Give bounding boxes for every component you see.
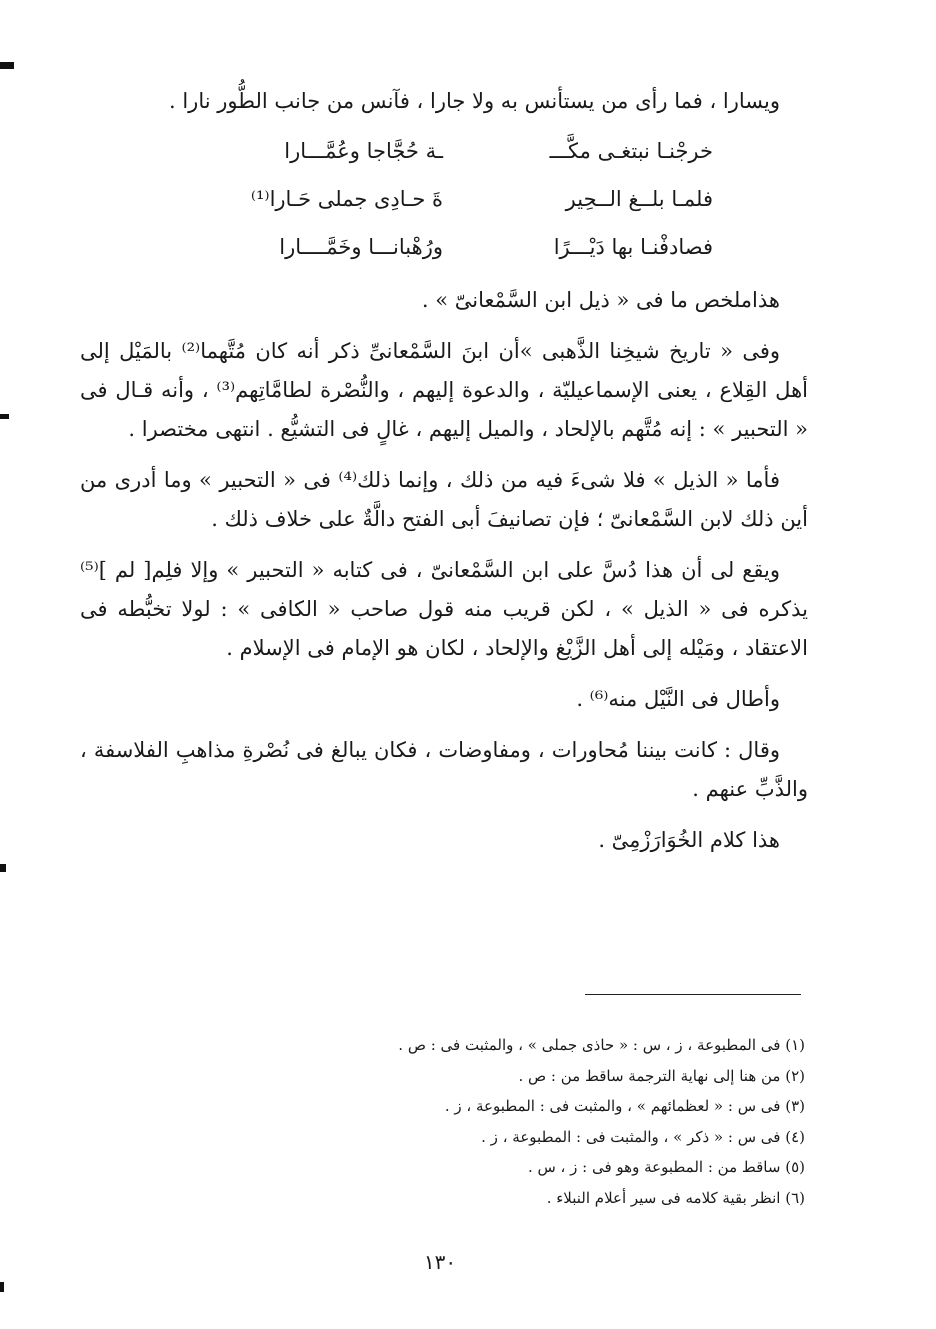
verse-first-hemistich: فلمـا بلــغ الــحِير [565, 186, 713, 211]
poem [80, 127, 808, 271]
paragraph-dhayl: فأما « الذيل » فلا شىءَ فيه من ذلك ، وإنما ذلك⁽⁴⁾ فى « التحبير » وما أدرى من أين ذلك لابن السَّمْعانىّ ؛ فإن تصانيفَ أبى الفتح دالَّةٌ على خلاف ذلك . [80, 468, 808, 531]
binding-mark [0, 864, 6, 872]
verse-second-hemistich: ـة حُجَّاجا وعُمَّـــارا [284, 138, 443, 163]
footnotes [300, 1030, 805, 1213]
footnote: (٦) انظر بقية كلامه فى سير أعلام النبلاء . [546, 1188, 805, 1207]
intro-line: ويسارا ، فما رأى من يستأنس به ولا جارا ، فآنس من جانب الطُّور نارا . [169, 89, 780, 113]
footnote: (١) فى المطبوعة ، ز ، س : « حاذى جملى » ، والمثبت فى : ص . [398, 1036, 805, 1054]
summary-line: هذاملخص ما فى « ذيل ابن السَّمْعانىّ » . [421, 288, 780, 312]
paragraph-qala: وقال : كانت بيننا مُحاورات ، ومفاوضات ، فكان يبالغ فى نُصْرةِ مذاهبِ الفلاسفة ، والذَّبِّ عنهم . [80, 738, 808, 801]
paragraph-atala: وأطال فى النَّيْل منه⁽⁶⁾ . [576, 687, 780, 711]
poem-verse [80, 127, 808, 175]
paragraph-dhahabi: وفى « تاريخ شيخِنا الذَّهبى »أن ابنَ السَّمْعانىِّ ذكر أنه كان مُتَّهما⁽²⁾ بالمَيْل إلى أهل القِلاع ، يعنى الإسماعيليّة ، والدعوة إليهم ، والنُّصْرة لطامَّاتِهم⁽³⁾ ، وأنه قـال فى « التحبير » : إنه مُتَّهم بالإلحاد ، والميل إليهم ، غالٍ فى التشيُّع . انتهى مختصرا . [80, 339, 808, 441]
footnote: (٥) ساقط من : المطبوعة وهو فى : ز ، س . [527, 1158, 805, 1176]
poem-verse [80, 175, 808, 223]
footnote: (٤) فى س : « ذكر » ، والمثبت فى : المطبوعة ، ز . [481, 1127, 805, 1146]
footnote: (٣) فى س : « لعظمائهم » ، والمثبت فى : المطبوعة ، ز . [444, 1097, 805, 1115]
verse-second-hemistich: ةَ حـادِى جملى حَـارا⁽¹⁾ [250, 186, 443, 211]
paragraph-closing: هذا كلام الخُوَارَزْمِىّ . [598, 828, 780, 852]
binding-mark [0, 62, 14, 69]
verse-first-hemistich: خرجْنـا نبتغـى مكَّـــ [549, 138, 713, 163]
binding-mark [0, 1282, 4, 1292]
paragraph-dassa: ويقع لى أن هذا دُسَّ على ابن السَّمْعانىّ ، فى كتابه « التحبير » وإلا فلِم[ لم ]⁽⁵⁾ يذكره فى « الذيل » ، لكن قريب منه قول صاحب « الكافى » : لولا تخبُّطه فى الاعتقاد ، ومَيْله إلى أهل الزَّيْغ والإلحاد ، لكان هو الإمام فى الإسلام . [80, 558, 808, 660]
verse-first-hemistich: فصادفْنـا بها دَيْـــرًا [553, 234, 713, 259]
main-text [80, 82, 808, 860]
verse-second-hemistich: ورُهْبانـــا وخَمَّــــارا [279, 234, 443, 259]
footnote-separator [585, 994, 801, 995]
page-number: ١٣٠ [423, 1250, 457, 1274]
footnote: (٢) من هنا إلى نهاية الترجمة ساقط من : ص . [518, 1066, 805, 1085]
poem-verse [80, 223, 808, 271]
binding-mark [0, 414, 9, 419]
